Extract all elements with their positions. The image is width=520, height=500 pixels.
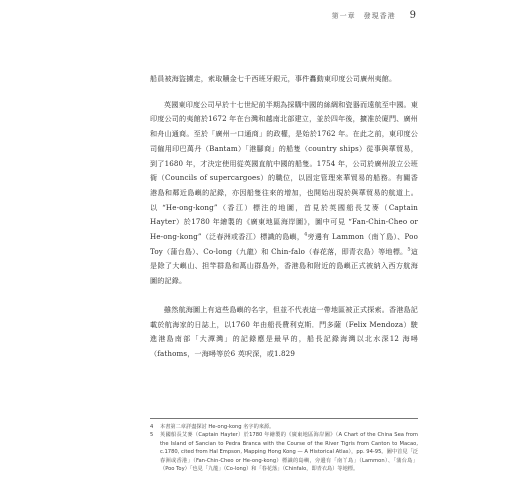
footnotes — [150, 418, 418, 473]
paragraph-continuation: 船員被海盜擄走，索取贖金七千西班牙銀元，事件轟動東印度公司廣州夷館。 — [150, 74, 397, 83]
running-header — [332, 10, 416, 21]
footnote — [150, 423, 418, 431]
body-text — [150, 72, 418, 362]
footnote-ref: 5 — [407, 246, 411, 253]
footnote-number: 5 — [150, 432, 154, 439]
footnote — [150, 431, 418, 473]
paragraph-navigation-charts: 雖然航海圖上有這些島嶼的名字，但並不代表這一帶地區被正式探索。香港島記載於航海家的日誌上，以1760 年由船長費利克斯．門多薩（Felix Mendoza）駛進港島南部「大潭灣」的記錄應是最早的，船長記錄海灣以北水深12 海噚（fathoms，一海噚等於6 英呎深，或1.829 — [150, 304, 418, 358]
footnote-ref: 4 — [304, 231, 308, 238]
paragraph-east-india-company — [150, 98, 418, 289]
footnote-text: 本書第二章詳盡探討 He-ong-kong 名字的來源。 — [160, 424, 275, 430]
footnote-text: 英國船長艾麥（Captain Hayter）於1780 年繪製的《廣東地區海岸圖》（A Chart of the China Sea from the Island of Sancian to Pedra Branca with the Course of the River Tigris from Canton to Macao, c.1780, cited from Hal Empson, Mapping Hong Kong — A Historical Atlas），pp. 94-95。圖中首見「泛春洲或香港」（Fan-Chin-Cheo or He-ong-kong）標識的島嶼，旁邊有「南丫島」（Lammon）、「蒲台島」（Poo Toy）「也見「九龍」（Co-long）和「春花落」（Chinfalo，即青衣島）等地標。 — [160, 432, 418, 473]
chapter-title: 第一章 發現香港 — [331, 12, 396, 20]
page-number: 9 — [409, 10, 416, 21]
footnote-number: 4 — [150, 424, 154, 430]
paragraph-text: 旁邊有 Lammon（南丫島）、Poo Toy（蒲台島）、Co-long（九龍）和 Chin-falo（春花落，即青衣島）等地標。 — [150, 232, 418, 256]
paragraph-text: 這是除了大嶼山、担竿群島和萬山群島外，香港島和附近的島嶼正式被納入西方航海圖的記錄。 — [150, 246, 419, 286]
paragraph-text: 英國東印度公司早於十七世紀前半期為採購中國的絲綢和瓷器而遠航至中國。東印度公司的夷館於1672 年在台灣和越南北部建立，並於四年後，擴准於廈門、廣州和舟山通商。至於「廣州一口通商」的政權，是始於1762 年。在此之前，東印度公司僱用印巴萬丹（Bantam）「港腳商」的船隻（country ships）從事與華貿易，到了1680 年，才決定使用從英國直航中國的船隻。1754 年，公司於廣州設立公班衙（Councils of supercargoes）的職位，以固定管理來華貿易的船務。有關香港島和鄰近島嶼的記錄，亦因船隻往來的增加，也開始出現於與華貿易的航道上。以 “He-ong-kong”（香江）標注的地圖，首見於英國船長艾麥（Captain Hayter）於1780 年繪製的《廣東地區海岸圖》，圖中可見 “Fan-Chin-Cheo or He-ong-kong”（泛春洲或香江）標識的島嶼， — [150, 99, 418, 242]
